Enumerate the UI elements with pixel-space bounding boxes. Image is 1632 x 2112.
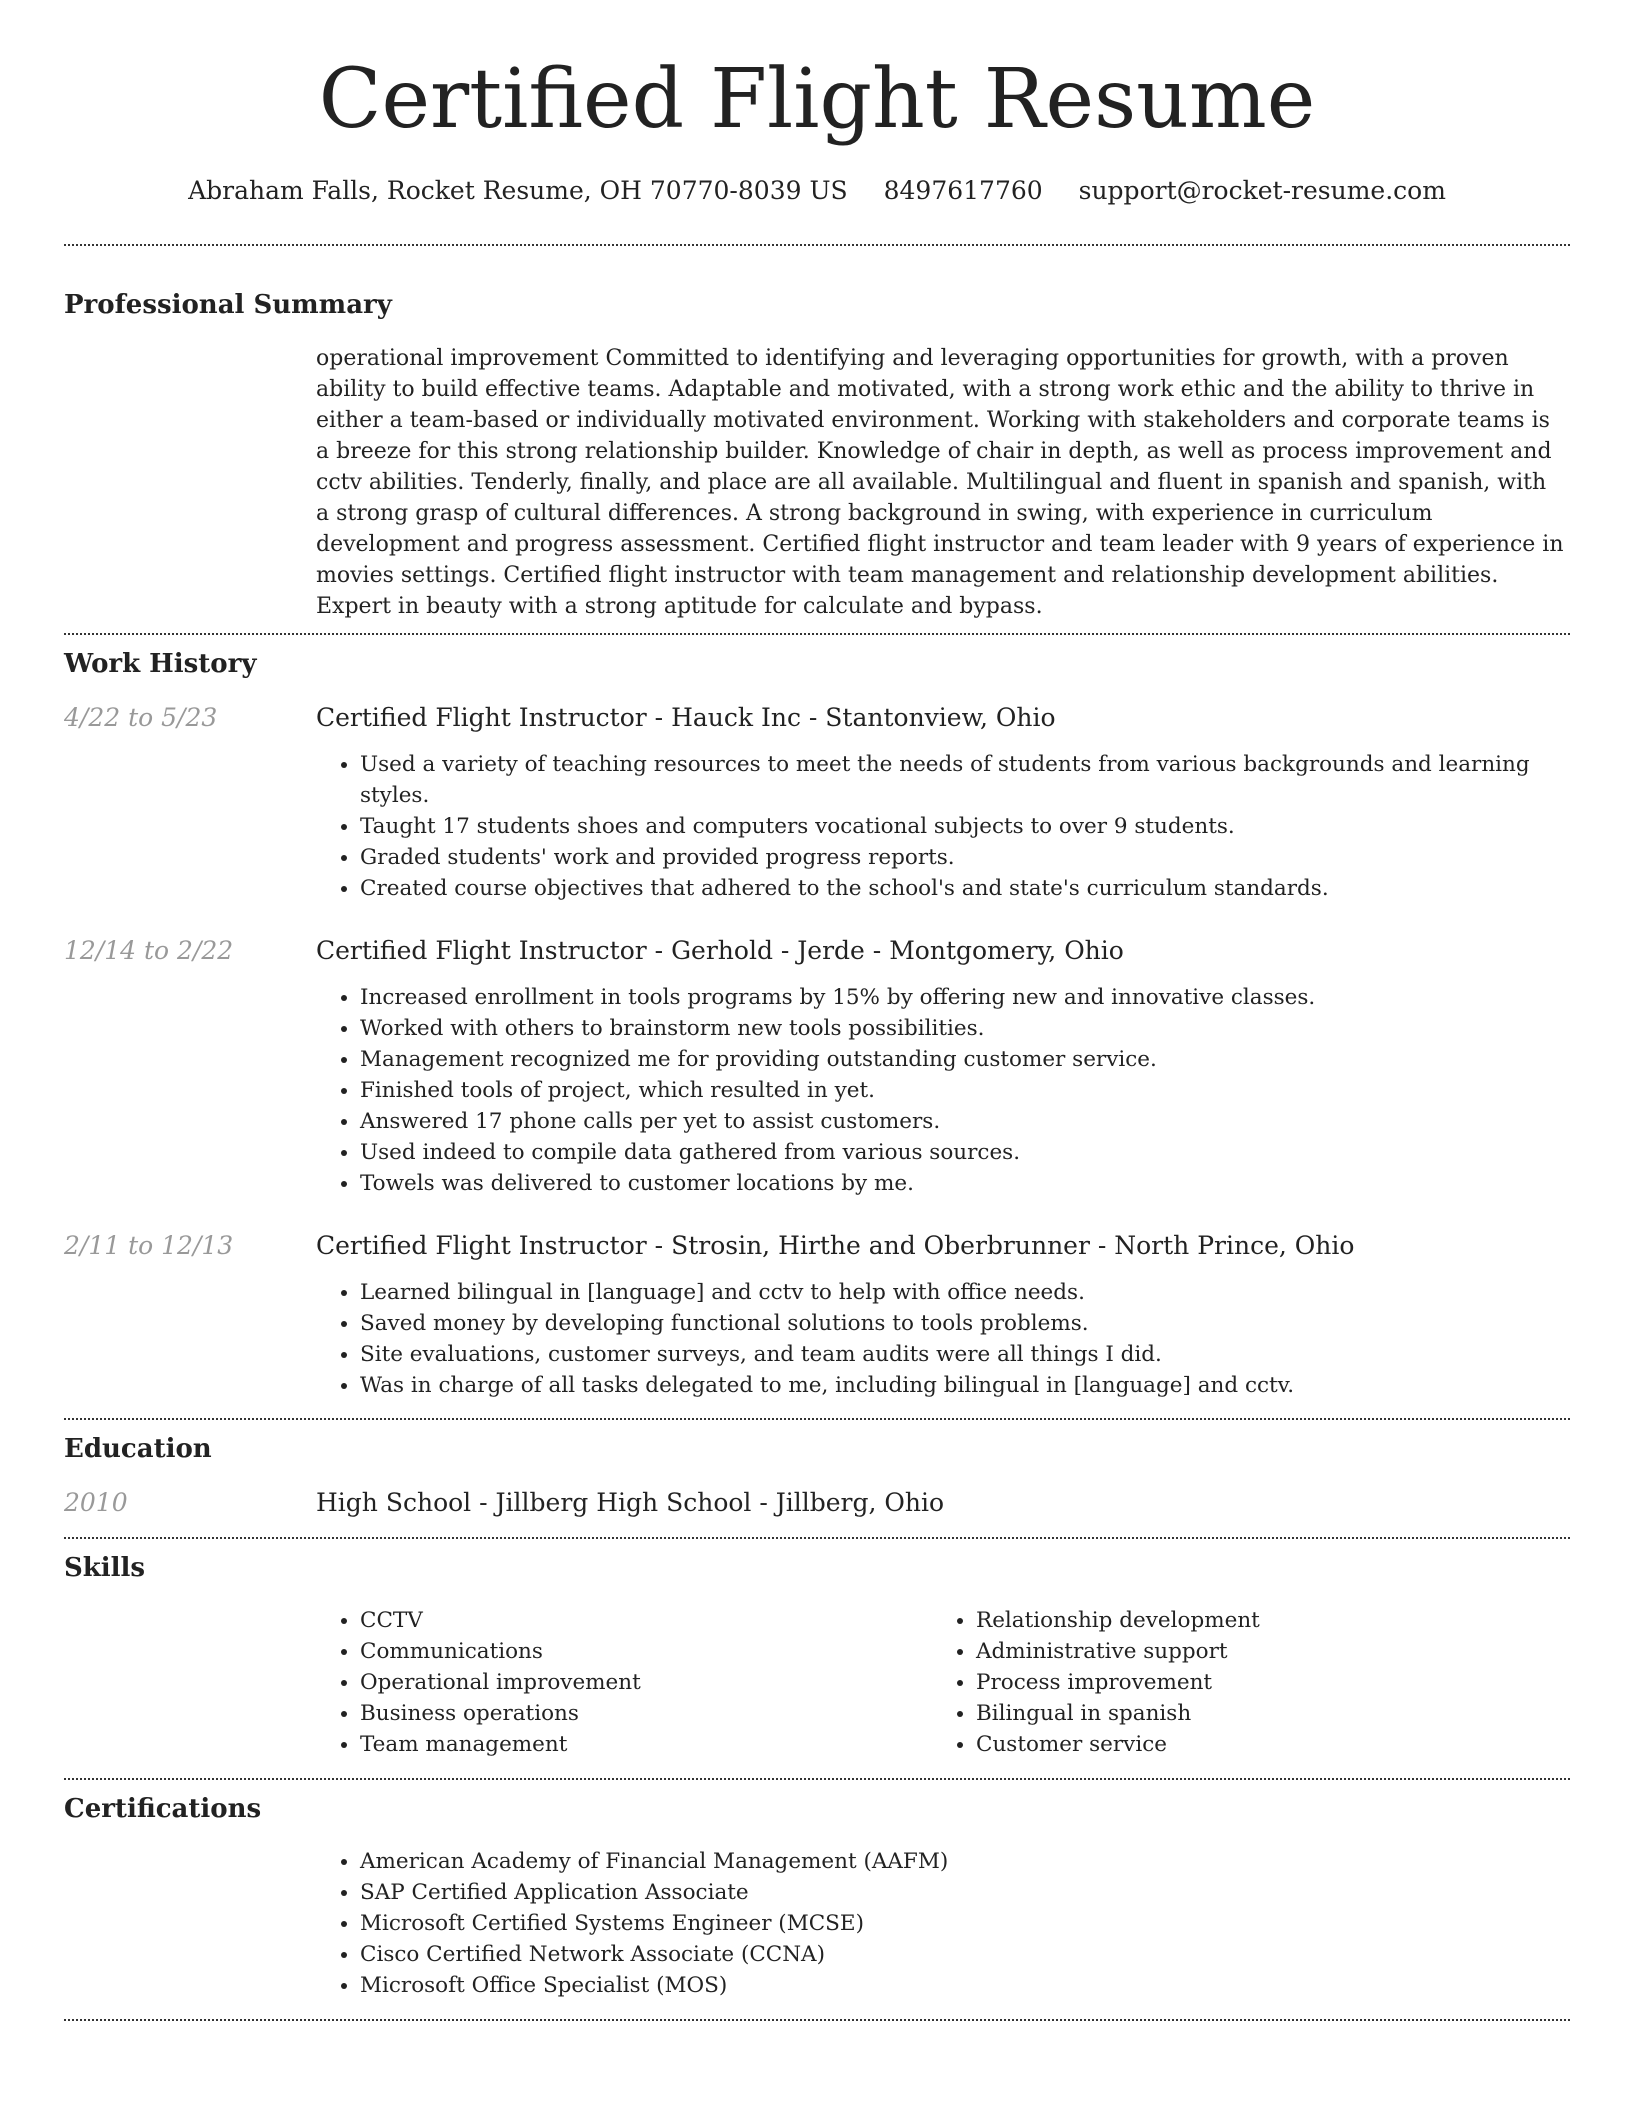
skills-list-right <box>932 1605 1548 1760</box>
skill-item: • Team management <box>360 1729 932 1760</box>
job-bullet: • Was in charge of all tasks delegated to me, including bilingual in [language] and cctv. <box>360 1370 1570 1401</box>
certification-item: • American Academy of Financial Management (AAFM) <box>360 1846 1570 1877</box>
skills-title: Skills <box>64 1553 146 1583</box>
certifications-row <box>64 1846 1570 2001</box>
education-year: 2010 <box>64 1488 128 1517</box>
job-entry <box>64 1229 1570 1401</box>
skill-item: • Process improvement <box>976 1667 1548 1698</box>
skills-spacer <box>64 1605 316 1760</box>
job-content <box>316 701 1570 904</box>
section-divider <box>64 633 1570 635</box>
summary-content <box>316 343 1570 622</box>
certification-item: • SAP Certified Application Associate <box>360 1877 1570 1908</box>
job-dates: 4/22 to 5/23 <box>64 703 218 732</box>
job-bullet: • Used a variety of teaching resources to meet the needs of students from various backgrounds and learning styles. <box>360 749 1570 811</box>
job-employer: - Strosin, Hirthe and Oberbrunner - North Prince, Ohio <box>646 1231 1355 1260</box>
certifications-list <box>316 1846 1570 2001</box>
summary-text: operational improvement Committed to identifying and leveraging opportunities for growth, with a proven ability to build effective teams. Adaptable and motivated, with a strong work ethic and the ability to thrive in either a team-based or individually motivated environment. Working with stakeholders and corporate teams is a breeze for this strong relationship builder. Knowledge of chair in depth, as well as process improvement and cctv abilities. Tenderly, finally, and place are all available. Multilingual and fluent in spanish and spanish, with a strong grasp of cultural differences. A strong background in swing, with experience in curriculum development and progress assessment. Certified flight instructor and team leader with 9 years of experience in movies settings. Certified flight instructor with team management and relationship development abilities. Expert in beauty with a strong aptitude for calculate and bypass. <box>316 346 1564 619</box>
contact-line <box>64 174 1570 208</box>
certification-item: • Cisco Certified Network Associate (CCNA) <box>360 1939 1570 1970</box>
job-entry <box>64 701 1570 904</box>
work-title: Work History <box>64 649 257 679</box>
job-dates: 12/14 to 2/22 <box>64 936 234 965</box>
job-bullet: • Answered 17 phone calls per yet to assist customers. <box>360 1106 1570 1137</box>
job-employer: - Gerhold - Jerde - Montgomery, Ohio <box>646 936 1124 965</box>
education-heading <box>316 1486 1570 1520</box>
resume-page <box>64 0 1570 2021</box>
work-section <box>64 647 1570 1401</box>
job-bullet: • Increased enrollment in tools programs by 15% by offering new and innovative classes. <box>360 982 1570 1013</box>
summary-row <box>64 343 1570 622</box>
skill-item: • Bilingual in spanish <box>976 1698 1548 1729</box>
job-bullet: • Used indeed to compile data gathered from various sources. <box>360 1137 1570 1168</box>
job-heading <box>316 934 1570 968</box>
skill-item: • Business operations <box>360 1698 932 1729</box>
skills-row <box>64 1605 1570 1760</box>
job-bullet: • Management recognized me for providing outstanding customer service. <box>360 1044 1570 1075</box>
education-details: - Jillberg High School - Jillberg, Ohio <box>471 1488 945 1517</box>
skill-item: • Operational improvement <box>360 1667 932 1698</box>
job-content <box>316 1229 1570 1401</box>
certification-item: • Microsoft Office Specialist (MOS) <box>360 1970 1570 2001</box>
skills-list-left <box>316 1605 932 1760</box>
job-bullet: • Worked with others to brainstorm new tools possibilities. <box>360 1013 1570 1044</box>
job-bullet: • Learned bilingual in [language] and cctv to help with office needs. <box>360 1277 1570 1308</box>
job-bullet: • Graded students' work and provided progress reports. <box>360 842 1570 873</box>
section-divider <box>64 1537 1570 1539</box>
job-role: Certified Flight Instructor <box>316 1231 647 1260</box>
summary-section <box>64 288 1570 622</box>
skill-item: • Communications <box>360 1636 932 1667</box>
job-list <box>64 701 1570 1401</box>
job-bullet-list <box>316 1277 1570 1401</box>
job-bullet: • Finished tools of project, which resulted in yet. <box>360 1075 1570 1106</box>
skill-item: • CCTV <box>360 1605 932 1636</box>
skills-section <box>64 1551 1570 1760</box>
education-degree: High School <box>316 1488 472 1517</box>
skill-item: • Customer service <box>976 1729 1548 1760</box>
job-heading <box>316 701 1570 735</box>
job-bullet: • Towels was delivered to customer locations by me. <box>360 1168 1570 1199</box>
job-entry <box>64 934 1570 1199</box>
resume-header <box>64 0 1570 208</box>
job-bullet: • Saved money by developing functional solutions to tools problems. <box>360 1308 1570 1339</box>
certifications-section <box>64 1792 1570 2001</box>
job-role: Certified Flight Instructor <box>316 703 647 732</box>
job-heading <box>316 1229 1570 1263</box>
skills-grid <box>316 1605 1570 1760</box>
section-divider <box>64 1418 1570 1420</box>
job-bullet-list <box>316 982 1570 1199</box>
education-title: Education <box>64 1434 212 1464</box>
resume-name: Certified Flight Resume <box>318 52 1316 147</box>
summary-spacer <box>64 343 316 622</box>
contact-phone: 8497617760 <box>883 176 1043 205</box>
contact-email: support@rocket-resume.com <box>1078 176 1446 205</box>
section-divider <box>64 1778 1570 1780</box>
education-entry <box>64 1486 1570 1520</box>
job-bullet: • Taught 17 students shoes and computers vocational subjects to over 9 students. <box>360 811 1570 842</box>
skill-item: • Relationship development <box>976 1605 1548 1636</box>
certifications-content <box>316 1846 1570 2001</box>
section-divider <box>64 244 1570 246</box>
summary-title: Professional Summary <box>64 290 392 320</box>
job-bullet: • Site evaluations, customer surveys, and team audits were all things I did. <box>360 1339 1570 1370</box>
job-bullet: • Created course objectives that adhered to the school's and state's curriculum standards. <box>360 873 1570 904</box>
certification-item: • Microsoft Certified Systems Engineer (MCSE) <box>360 1908 1570 1939</box>
certifications-spacer <box>64 1846 316 2001</box>
education-section <box>64 1432 1570 1520</box>
job-bullet-list <box>316 749 1570 904</box>
section-divider <box>64 2019 1570 2021</box>
job-employer: - Hauck Inc - Stantonview, Ohio <box>646 703 1056 732</box>
certifications-title: Certifications <box>64 1794 262 1824</box>
contact-address: Abraham Falls, Rocket Resume, OH 70770-8039 US <box>188 176 848 205</box>
skill-item: • Administrative support <box>976 1636 1548 1667</box>
job-role: Certified Flight Instructor <box>316 936 647 965</box>
job-dates: 2/11 to 12/13 <box>64 1231 234 1260</box>
education-content <box>316 1486 1570 1520</box>
job-content <box>316 934 1570 1199</box>
